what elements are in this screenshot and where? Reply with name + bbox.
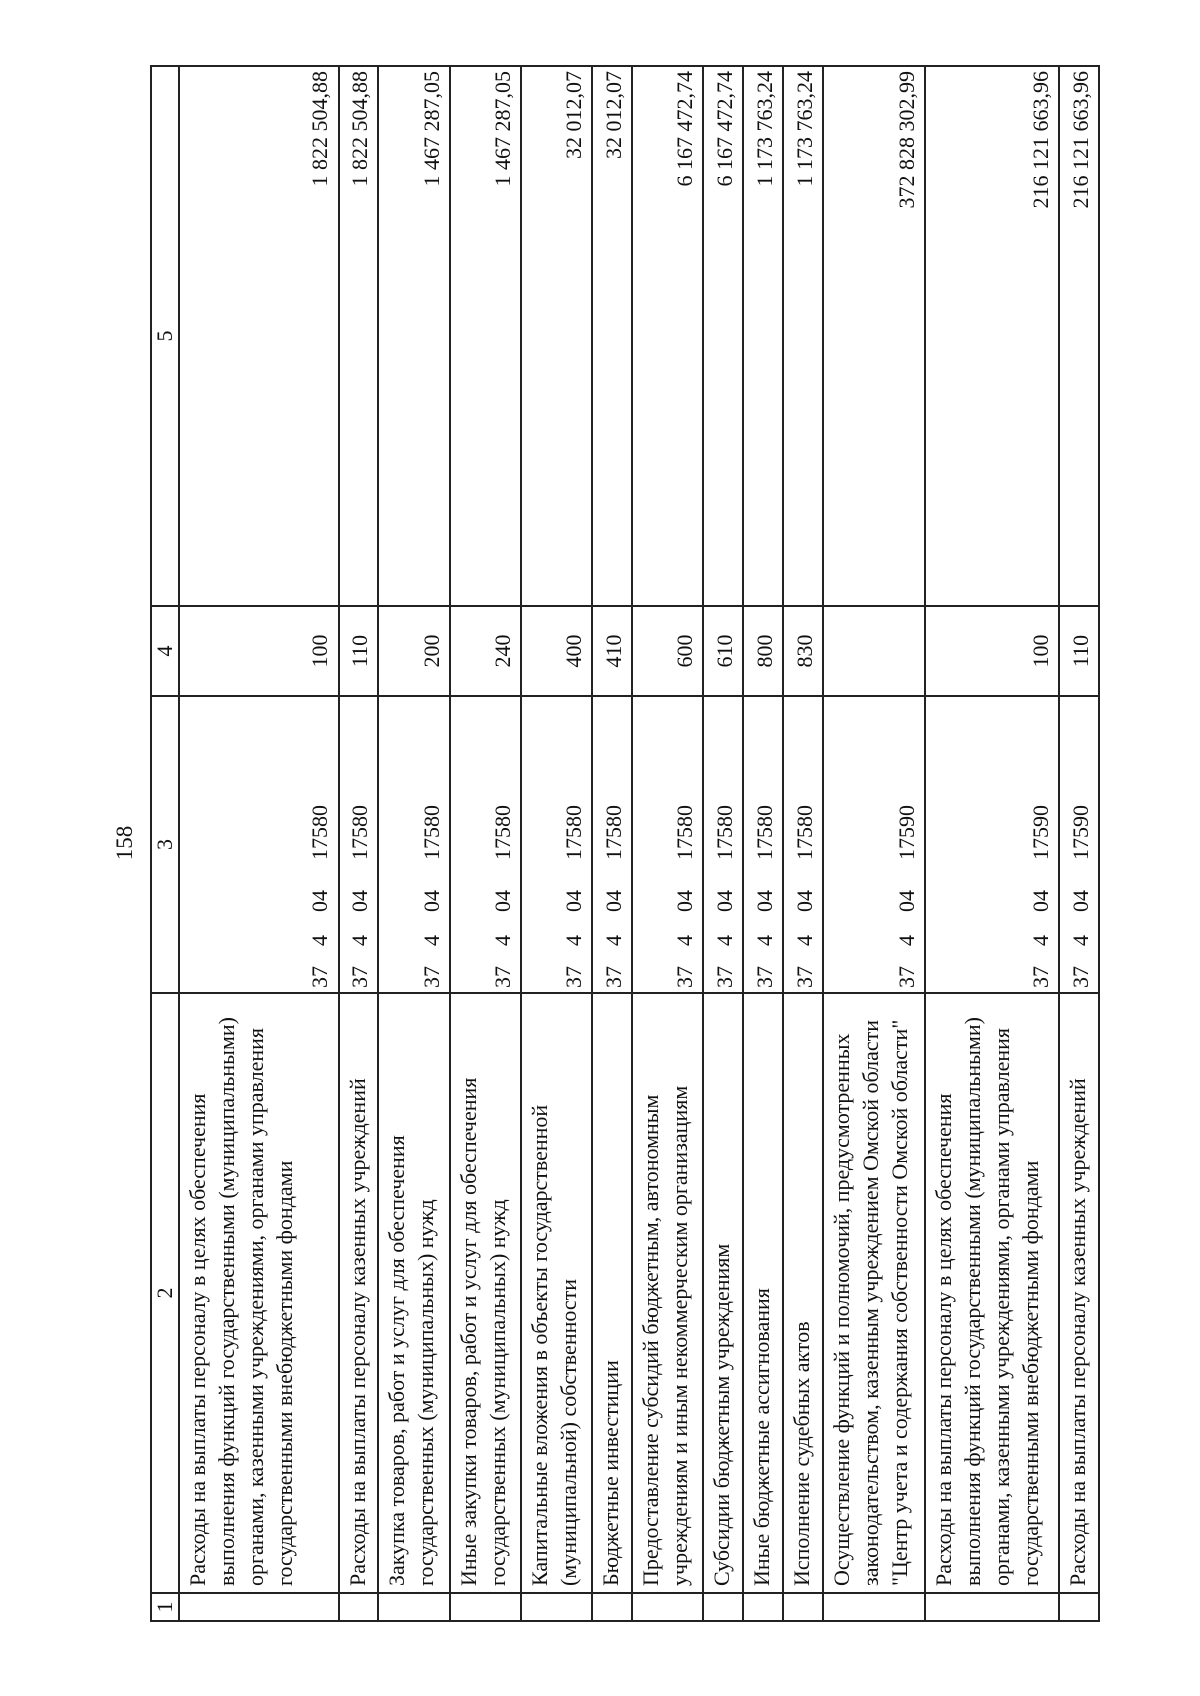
expense-type-cell: 410 (592, 606, 632, 696)
row-number-cell (783, 1593, 823, 1621)
code-part-3: 04 (894, 890, 920, 912)
table-row (703, 66, 743, 1621)
amount-cell: 1 467 287,05 (450, 66, 521, 606)
expense-name-cell: Расходы на выплаты персоналу казенных учреждений (1059, 993, 1099, 1593)
code-part-3: 04 (1067, 890, 1093, 912)
table-row (378, 66, 449, 1621)
code-part-1: 37 (600, 966, 626, 988)
code-part-4: 17580 (418, 805, 444, 860)
expense-name-cell: Предоставление субсидий бюджетным, автономным учреждениям и иным некоммерческим организациям (632, 993, 703, 1593)
code-part-4: 17580 (560, 805, 586, 860)
header-col-2: 2 (151, 993, 179, 1593)
code-part-2: 4 (600, 935, 626, 946)
code-part-4: 17580 (672, 805, 698, 860)
table-row (450, 66, 521, 1621)
code-part-3: 04 (560, 890, 586, 912)
code-part-3: 04 (672, 890, 698, 912)
code-cell (1059, 696, 1099, 993)
header-col-1: 1 (151, 1593, 179, 1621)
code-part-1: 37 (560, 966, 586, 988)
amount-cell: 1 822 504,88 (179, 66, 339, 606)
expense-type-cell: 800 (743, 606, 783, 696)
amount-cell: 216 121 663,96 (925, 66, 1059, 606)
expense-name-cell: Расходы на выплаты персоналу казенных учреждений (339, 993, 379, 1593)
code-part-1: 37 (894, 966, 920, 988)
expense-name-cell: Расходы на выплаты персоналу в целях обеспечения выполнения функций государственными (муниципальными) органами, казенными учреждениями, органами управления государственными внебюджетными фондами (179, 993, 339, 1593)
amount-cell: 32 012,07 (592, 66, 632, 606)
code-part-1: 37 (791, 966, 817, 988)
expense-type-cell: 400 (521, 606, 592, 696)
table-row (1059, 66, 1099, 1621)
code-part-3: 04 (347, 890, 373, 912)
code-cell (632, 696, 703, 993)
row-number-cell (743, 1593, 783, 1621)
header-col-4: 4 (151, 606, 179, 696)
table-row (521, 66, 592, 1621)
expense-name-cell: Закупка товаров, работ и услуг для обеспечения государственных (муниципальных) нужд (378, 993, 449, 1593)
code-part-1: 37 (672, 966, 698, 988)
code-part-2: 4 (894, 935, 920, 946)
amount-cell: 1 822 504,88 (339, 66, 379, 606)
amount-cell: 6 167 472,74 (703, 66, 743, 606)
code-cell (823, 696, 925, 993)
row-number-cell (823, 1593, 925, 1621)
header-col-5: 5 (151, 66, 179, 606)
amount-cell: 32 012,07 (521, 66, 592, 606)
expense-name-cell: Осуществление функций и полномочий, предусмотренных законодательством, казенным учреждением Омской области "Центр учета и содержания собственности Омской области" (823, 993, 925, 1593)
table-row (632, 66, 703, 1621)
budget-table (150, 65, 1100, 1622)
row-number-cell (632, 1593, 703, 1621)
expense-type-cell (823, 606, 925, 696)
code-part-2: 4 (672, 935, 698, 946)
code-cell (521, 696, 592, 993)
code-cell (378, 696, 449, 993)
table-row (925, 66, 1059, 1621)
expense-type-cell: 110 (339, 606, 379, 696)
amount-cell: 372 828 302,99 (823, 66, 925, 606)
row-number-cell (378, 1593, 449, 1621)
rotated-page (150, 67, 1100, 1622)
expense-type-cell: 830 (783, 606, 823, 696)
code-part-3: 04 (791, 890, 817, 912)
row-number-cell (1059, 1593, 1099, 1621)
code-part-1: 37 (751, 966, 777, 988)
code-part-4: 17580 (751, 805, 777, 860)
code-part-4: 17580 (307, 805, 333, 860)
expense-name-cell: Бюджетные инвестиции (592, 993, 632, 1593)
expense-type-cell: 100 (179, 606, 339, 696)
expense-type-cell: 100 (925, 606, 1059, 696)
table-row (743, 66, 783, 1621)
code-part-4: 17590 (1067, 805, 1093, 860)
code-part-1: 37 (711, 966, 737, 988)
row-number-cell (592, 1593, 632, 1621)
code-part-2: 4 (489, 935, 515, 946)
expense-name-cell: Расходы на выплаты персоналу в целях обеспечения выполнения функций государственными (муниципальными) органами, казенными учреждениями, органами управления государственными внебюджетными фондами (925, 993, 1059, 1593)
code-part-1: 37 (347, 966, 373, 988)
code-part-3: 04 (489, 890, 515, 912)
code-part-3: 04 (418, 890, 444, 912)
expense-name-cell: Капитальные вложения в объекты государственной (муниципальной) собственности (521, 993, 592, 1593)
row-number-cell (703, 1593, 743, 1621)
code-part-2: 4 (1027, 935, 1053, 946)
expense-type-cell: 240 (450, 606, 521, 696)
code-part-2: 4 (751, 935, 777, 946)
code-cell (925, 696, 1059, 993)
code-cell (592, 696, 632, 993)
code-part-1: 37 (489, 966, 515, 988)
header-row (151, 66, 179, 1621)
code-cell (179, 696, 339, 993)
expense-type-cell: 600 (632, 606, 703, 696)
code-part-2: 4 (1067, 935, 1093, 946)
code-part-1: 37 (1027, 966, 1053, 988)
code-part-2: 4 (711, 935, 737, 946)
code-part-2: 4 (418, 935, 444, 946)
amount-cell: 6 167 472,74 (632, 66, 703, 606)
code-part-2: 4 (791, 935, 817, 946)
expense-name-cell: Исполнение судебных актов (783, 993, 823, 1593)
code-part-4: 17580 (489, 805, 515, 860)
expense-type-cell: 610 (703, 606, 743, 696)
code-part-4: 17580 (600, 805, 626, 860)
expense-type-cell: 200 (378, 606, 449, 696)
table-row (179, 66, 339, 1621)
code-cell (339, 696, 379, 993)
code-part-1: 37 (307, 966, 333, 988)
table-row (783, 66, 823, 1621)
amount-cell: 1 173 763,24 (783, 66, 823, 606)
amount-cell: 1 173 763,24 (743, 66, 783, 606)
code-part-2: 4 (347, 935, 373, 946)
row-number-cell (925, 1593, 1059, 1621)
row-number-cell (179, 1593, 339, 1621)
code-part-3: 04 (751, 890, 777, 912)
expense-name-cell: Иные закупки товаров, работ и услуг для обеспечения государственных (муниципальных) нужд (450, 993, 521, 1593)
expense-name-cell: Иные бюджетные ассигнования (743, 993, 783, 1593)
code-part-2: 4 (307, 935, 333, 946)
page-number: 158 (112, 825, 137, 861)
row-number-cell (521, 1593, 592, 1621)
code-cell (703, 696, 743, 993)
code-part-1: 37 (418, 966, 444, 988)
expense-name-cell: Субсидии бюджетным учреждениям (703, 993, 743, 1593)
code-cell (743, 696, 783, 993)
code-part-4: 17590 (1027, 805, 1053, 860)
code-part-4: 17590 (894, 805, 920, 860)
code-part-3: 04 (1027, 890, 1053, 912)
amount-cell: 1 467 287,05 (378, 66, 449, 606)
table-row (592, 66, 632, 1621)
code-part-4: 17580 (347, 805, 373, 860)
code-cell (783, 696, 823, 993)
row-number-cell (450, 1593, 521, 1621)
header-col-3: 3 (151, 696, 179, 993)
code-part-4: 17580 (711, 805, 737, 860)
code-part-1: 37 (1067, 966, 1093, 988)
code-cell (450, 696, 521, 993)
code-part-4: 17580 (791, 805, 817, 860)
table-row (823, 66, 925, 1621)
code-part-2: 4 (560, 935, 586, 946)
expense-type-cell: 110 (1059, 606, 1099, 696)
row-number-cell (339, 1593, 379, 1621)
amount-cell: 216 121 663,96 (1059, 66, 1099, 606)
code-part-3: 04 (600, 890, 626, 912)
code-part-3: 04 (307, 890, 333, 912)
code-part-3: 04 (711, 890, 737, 912)
table-row (339, 66, 379, 1621)
